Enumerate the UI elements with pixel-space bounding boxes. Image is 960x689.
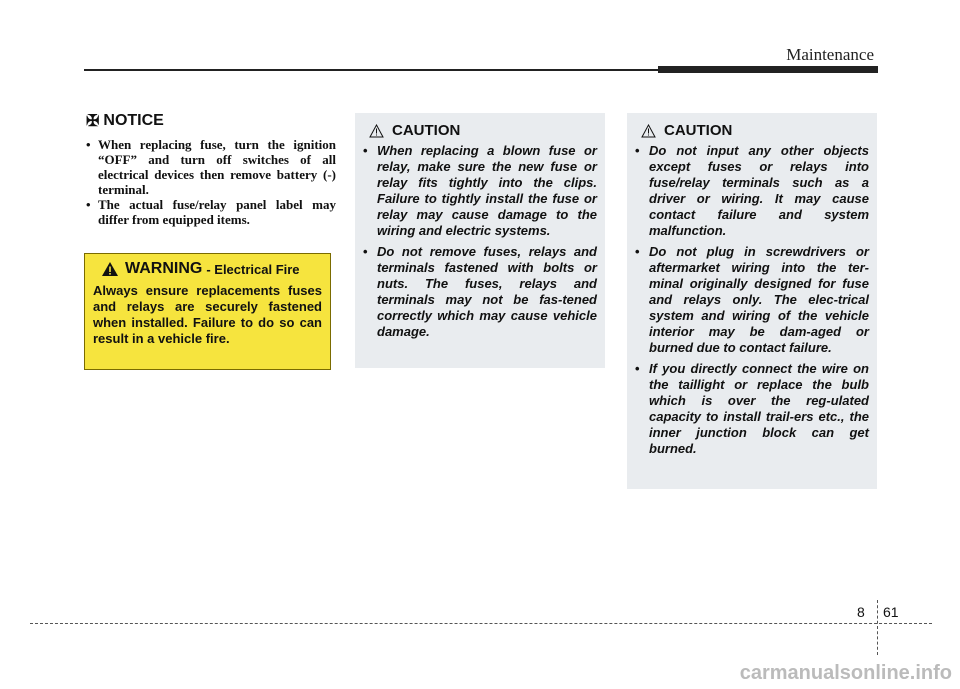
footer-separator xyxy=(877,600,878,655)
notice-title: NOTICE xyxy=(103,112,164,129)
caution-item: • Do not plug in screwdrivers or aftermarket wiring into the ter-minal originally designed for fuse and relays only. The elec-trical system and wiring of the vehicle interior may be dam-aged or burned due to contact failure. xyxy=(635,244,869,355)
notice-item: • The actual fuse/relay panel label may differ from equipped items. xyxy=(86,197,336,227)
caution-triangle-icon xyxy=(369,124,384,138)
header-rule xyxy=(84,69,664,71)
header-rule-accent xyxy=(658,66,878,73)
caution-list xyxy=(363,143,597,340)
caution-list xyxy=(635,143,869,457)
asterisk-cross-icon: ✠ xyxy=(86,113,100,130)
notice-item: • When replacing fuse, turn the ignition “OFF” and turn off switches of all electrical devices then remove battery (-) terminal. xyxy=(86,137,336,197)
caution-item: • When replacing a blown fuse or relay, make sure the new fuse or relay fits tightly into the clips. Failure to tightly install the fuse or relay may cause damage to the wiring and electric systems. xyxy=(363,143,597,238)
page-header-title: Maintenance xyxy=(786,45,874,64)
caution-title: CAUTION xyxy=(664,122,733,139)
caution-box-1 xyxy=(355,113,605,368)
caution-triangle-icon xyxy=(641,124,656,138)
warning-box xyxy=(84,253,331,370)
caution-heading xyxy=(369,122,597,139)
notice-list xyxy=(86,137,336,227)
section-number: 8 xyxy=(857,604,865,620)
caution-item: • Do not remove fuses, relays and terminals fastened with bolts or nuts. The fuses, relays and terminals may not be fas-tened correctly which may cause vehicle damage. xyxy=(363,244,597,339)
warning-triangle-icon xyxy=(101,261,119,277)
watermark: carmanualsonline.info xyxy=(739,662,952,684)
warning-text: Always ensure replacements fuses and relays are securely fastened when installed. Failure to do so can result in a vehicle fire. xyxy=(93,283,322,346)
footer-rule xyxy=(30,623,932,624)
caution-heading xyxy=(641,122,869,139)
notice-heading xyxy=(86,111,336,131)
caution-box-2 xyxy=(627,113,877,489)
caution-item: • If you directly connect the wire on the taillight or replace the bulb which is over the reg-ulated capacity to install trail-ers etc., the inner junction block can get burned. xyxy=(635,361,869,456)
notice-section xyxy=(86,111,336,227)
page-number: 61 xyxy=(883,604,899,620)
warning-heading xyxy=(101,260,322,278)
warning-subtitle: - Electrical Fire xyxy=(206,261,300,277)
caution-title: CAUTION xyxy=(392,122,461,139)
warning-title: WARNING xyxy=(125,260,203,277)
caution-item: • Do not input any other objects except fuses or relays into fuse/relay terminals such as a driver or wiring. It may cause contact failure and system malfunction. xyxy=(635,143,869,238)
